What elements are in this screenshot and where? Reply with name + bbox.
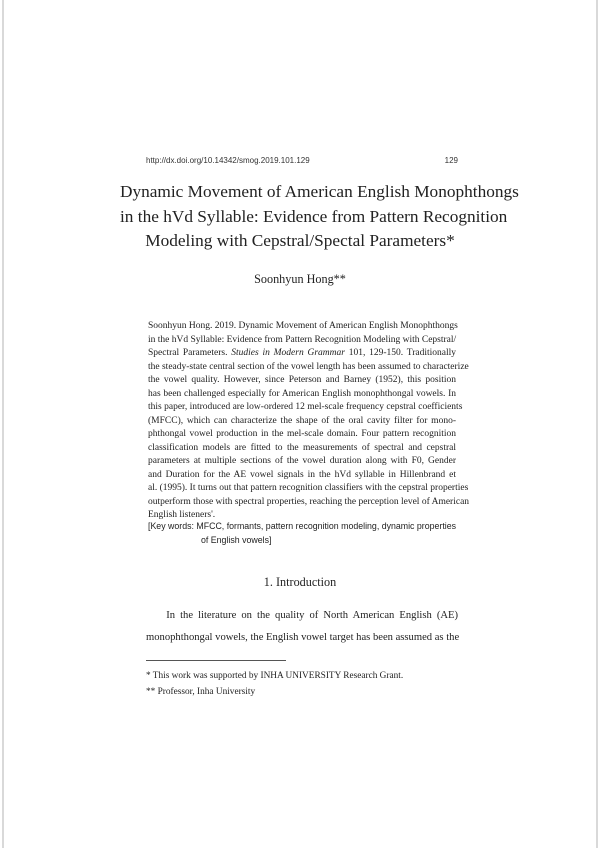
footnote: * This work was supported by INHA UNIVERSITY Research Grant. xyxy=(146,671,404,681)
footnotes xyxy=(146,668,458,700)
abstract-line: outperform those with spectral properties, reaching the perception level of American xyxy=(148,496,470,507)
title-line: Modeling with Cepstral/Spectal Parameters* xyxy=(145,231,455,250)
abstract-line: the steady-state central section of the vowel length has been assumed to characterize xyxy=(148,361,469,372)
section-heading: 1. Introduction xyxy=(263,575,337,589)
doi-link[interactable]: http://dx.doi.org/10.14342/smog.2019.101.129 xyxy=(146,156,310,165)
page-border-left xyxy=(2,0,4,848)
title-line: in the hVd Syllable: Evidence from Pattern Recognition xyxy=(120,206,508,226)
footnote-divider xyxy=(146,660,286,661)
citation-prefix: Spectral Parameters. xyxy=(148,348,228,358)
page-number: 129 xyxy=(444,156,458,165)
keywords xyxy=(148,520,468,547)
body-line: monophthongal vowels, the English vowel target has been assumed as the xyxy=(146,631,460,643)
keywords-line: [Key words: MFCC, formants, pattern recognition modeling, dynamic properties xyxy=(148,521,457,531)
abstract-line: phthongal vowel production in the mel-scale domain. Four pattern recognition xyxy=(148,429,456,439)
abstract-line: this paper, introduced are low-ordered 12 mel-scale frequency cepstral coefficients xyxy=(148,402,463,412)
body-line: In the literature on the quality of North American English (AE) xyxy=(146,610,458,621)
footnote: ** Professor, Inha University xyxy=(146,687,256,697)
citation-suffix: 101, 129-150. Traditionally xyxy=(348,348,457,358)
keywords-line: of English vowels] xyxy=(201,534,272,545)
abstract-citation-line xyxy=(148,347,456,361)
paper-title xyxy=(120,180,519,254)
abstract-line: (MFCC), which can characterize the shape of the oral cavity filter for mono- xyxy=(148,415,456,426)
abstract-line: classification models are fitted to the measurements of spectral and cepstral xyxy=(148,442,456,453)
abstract-line: Soonhyun Hong. 2019. Dynamic Movement of American English Monophthongs xyxy=(148,321,458,331)
abstract-line: the vowel quality. However, since Peterson and Barney (1952), this position xyxy=(148,375,456,385)
body-paragraph xyxy=(146,605,458,648)
author-name: Soonhyun Hong** xyxy=(254,272,346,286)
page-border-right xyxy=(596,0,598,848)
abstract-line: has been challenged especially for American English monophthongal vowels. In xyxy=(148,388,456,399)
abstract-line: parameters at multiple sections of the vowel duration along with F0, Gender xyxy=(148,456,456,466)
abstract-line: al. (1995). It turns out that pattern recognition classifiers with the cepstral properties xyxy=(148,483,469,493)
abstract xyxy=(148,320,470,523)
abstract-line: in the hVd Syllable: Evidence from Pattern Recognition Modeling with Cepstral/ xyxy=(148,334,457,345)
abstract-line: English listeners'. xyxy=(148,510,216,520)
abstract-line: and Duration for the AE vowel signals in the hVd syllable in Hillenbrand et xyxy=(148,469,456,480)
journal-name: Studies in Modern Grammar xyxy=(231,348,345,358)
title-line: Dynamic Movement of American English Monophthongs xyxy=(120,182,519,201)
